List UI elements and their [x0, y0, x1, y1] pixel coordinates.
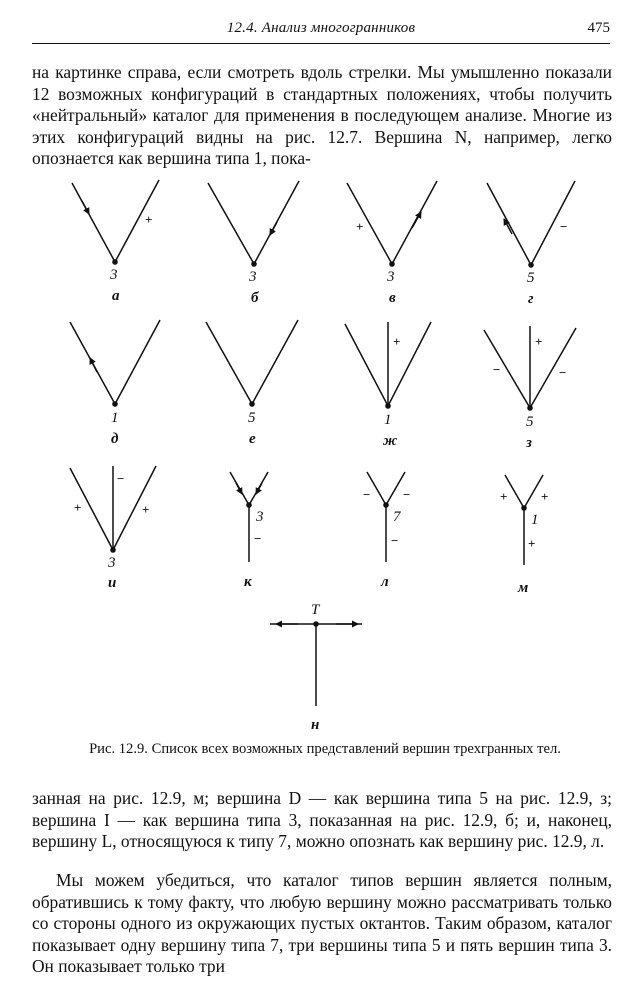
page-header [32, 14, 610, 44]
sign-plus: + [500, 489, 508, 504]
sign-minus: − [363, 487, 371, 502]
page-number: 475 [587, 20, 610, 36]
paragraph-bottom-1: занная на рис. 12.9, м; вершина D — как вершина типа 5 на рис. 12.9, з; вершина I — как вершина типа 3, показанная на рис. 12.9, б; и, наконец, вершину L, относящуюся к типу 7, можно опознать как вершину рис. 12.9, л. [32, 788, 612, 852]
sign-minus: − [391, 533, 399, 548]
type-label-z: 5 [526, 414, 534, 430]
letter-label-g: г [528, 291, 534, 307]
sign-plus: + [356, 219, 364, 234]
letter-label-a: а [112, 288, 120, 304]
sign-minus: − [117, 471, 125, 486]
figure-caption: Рис. 12.9. Список всех возможных представлений вершин трехгранных тел. [89, 741, 561, 757]
letter-label-m: м [518, 580, 529, 596]
letter-label-k: к [244, 574, 252, 590]
sign-plus: + [393, 334, 401, 349]
type-label-n: T [311, 602, 320, 618]
type-label-v: 3 [387, 269, 395, 285]
type-label-m: 1 [531, 512, 539, 528]
sign-plus: + [142, 502, 150, 517]
letter-label-b: б [251, 290, 259, 306]
vertex-b [208, 181, 299, 264]
letter-label-n: н [311, 717, 320, 733]
letter-label-d: д [111, 431, 119, 447]
vertex-catalog-figure [0, 170, 644, 740]
letter-label-e: е [249, 431, 256, 447]
sign-plus: + [535, 334, 543, 349]
letter-label-l: л [381, 574, 389, 590]
type-label-d: 1 [111, 410, 119, 426]
letter-label-z: з [526, 435, 532, 451]
type-label-b: 3 [249, 269, 257, 285]
type-label-k: 3 [256, 509, 264, 525]
sign-minus: − [560, 219, 568, 234]
paragraph-bottom-2: Мы можем убедиться, что каталог типов вершин является полным, обратившись к тому факту, что любую вершину можно рассматривать только со стороны одного из окружающих пустых октантов. Таким образом, каталог показывает одну вершину типа 7, три вершины типа 5 и пять вершин типа 3. Он показывает только три [32, 870, 612, 977]
running-title: 12.4. Анализ многогранников [226, 20, 416, 36]
vertex-d [70, 320, 160, 404]
vertex-e [206, 320, 298, 404]
type-label-a: 3 [110, 267, 118, 283]
letter-label-v: в [389, 290, 396, 306]
sign-minus: − [559, 365, 567, 380]
sign-plus: + [74, 500, 82, 515]
type-label-zh: 1 [384, 412, 392, 428]
sign-plus: + [528, 536, 536, 551]
sign-minus: − [254, 531, 262, 546]
letter-label-i: и [108, 575, 117, 591]
sign-plus: + [145, 212, 153, 227]
sign-plus: + [541, 489, 549, 504]
vertex-zh [345, 322, 431, 406]
sign-minus: − [403, 487, 411, 502]
type-label-g: 5 [527, 270, 535, 286]
paragraph-top: на картинке справа, если смотреть вдоль стрелки. Мы умышленно показали 12 возможных конфигураций в стандартных положениях, чтобы получить «нейтральный» каталог для применения в последующем анализе. Многие из этих конфигураций видны на рис. 12.7. Вершина N, например, легко опознается как вершина типа 1, пока- [32, 62, 612, 169]
header-rule [32, 43, 610, 44]
sign-minus: − [493, 362, 501, 377]
type-label-e: 5 [248, 410, 256, 426]
vertex-n [270, 624, 362, 706]
type-label-i: 3 [108, 555, 116, 571]
letter-label-zh: ж [383, 433, 398, 449]
type-label-l: 7 [393, 509, 401, 525]
